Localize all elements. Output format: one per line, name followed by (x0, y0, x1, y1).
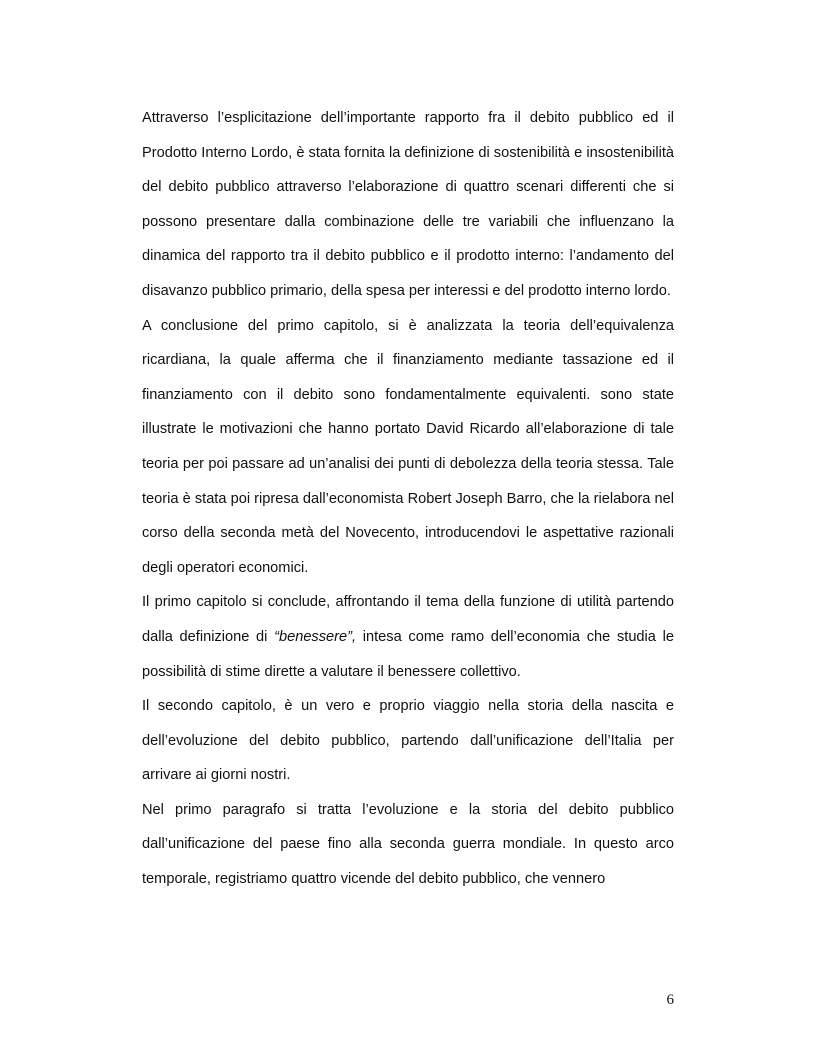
page-number: 6 (666, 992, 674, 1008)
paragraph-3-emphasis: “benessere”, (274, 628, 357, 645)
paragraph-1: Attraverso l’esplicitazione dell’importante rapporto fra il debito pubblico ed il Prodotto Interno Lordo, è stata fornita la definizione di sostenibilità e insostenibilità del debito pubblico attraverso l’elaborazione di quattro scenari differenti che si possono presentare dalla combinazione delle tre variabili che influenzano la dinamica del rapporto tra il debito pubblico e il prodotto interno: l’andamento del disavanzo pubblico primario, della spesa per interessi e del prodotto interno lordo. (142, 110, 674, 299)
paragraph-2: A conclusione del primo capitolo, si è analizzata la teoria dell’equivalenza ricardiana, la quale afferma che il finanziamento mediante tassazione ed il finanziamento con il debito sono fondamentalmente equivalenti. sono state illustrate le motivazioni che hanno portato David Ricardo all’elaborazione di tale teoria per poi passare ad un’analisi dei punti di debolezza della teoria stessa. Tale teoria è stata poi ripresa dall’economista Robert Joseph Barro, che la rielabora nel corso della seconda metà del Novecento, introducendovi le aspettative razionali degli operatori economici. (142, 317, 674, 576)
paragraph-3-text-before: Il primo capitolo si conclude, affrontando il tema della funzione di utilità partendo dalla definizione di (142, 594, 674, 645)
paragraph-3 (142, 585, 674, 689)
body-text (142, 101, 674, 897)
paragraph-5: Nel primo paragrafo si tratta l’evoluzione e la storia del debito pubblico dall’unificazione del paese fino alla seconda guerra mondiale. In questo arco temporale, registriamo quattro vicende del debito pubblico, che vennero (142, 801, 674, 888)
paragraph-3-text-after: intesa come ramo dell’economia che studia le possibilità di stime dirette a valutare il benessere collettivo. (142, 628, 674, 680)
paragraph-4: Il secondo capitolo, è un vero e proprio viaggio nella storia della nascita e dell’evoluzione del debito pubblico, partendo dall’unificazione dell’Italia per arrivare ai giorni nostri. (142, 698, 674, 784)
